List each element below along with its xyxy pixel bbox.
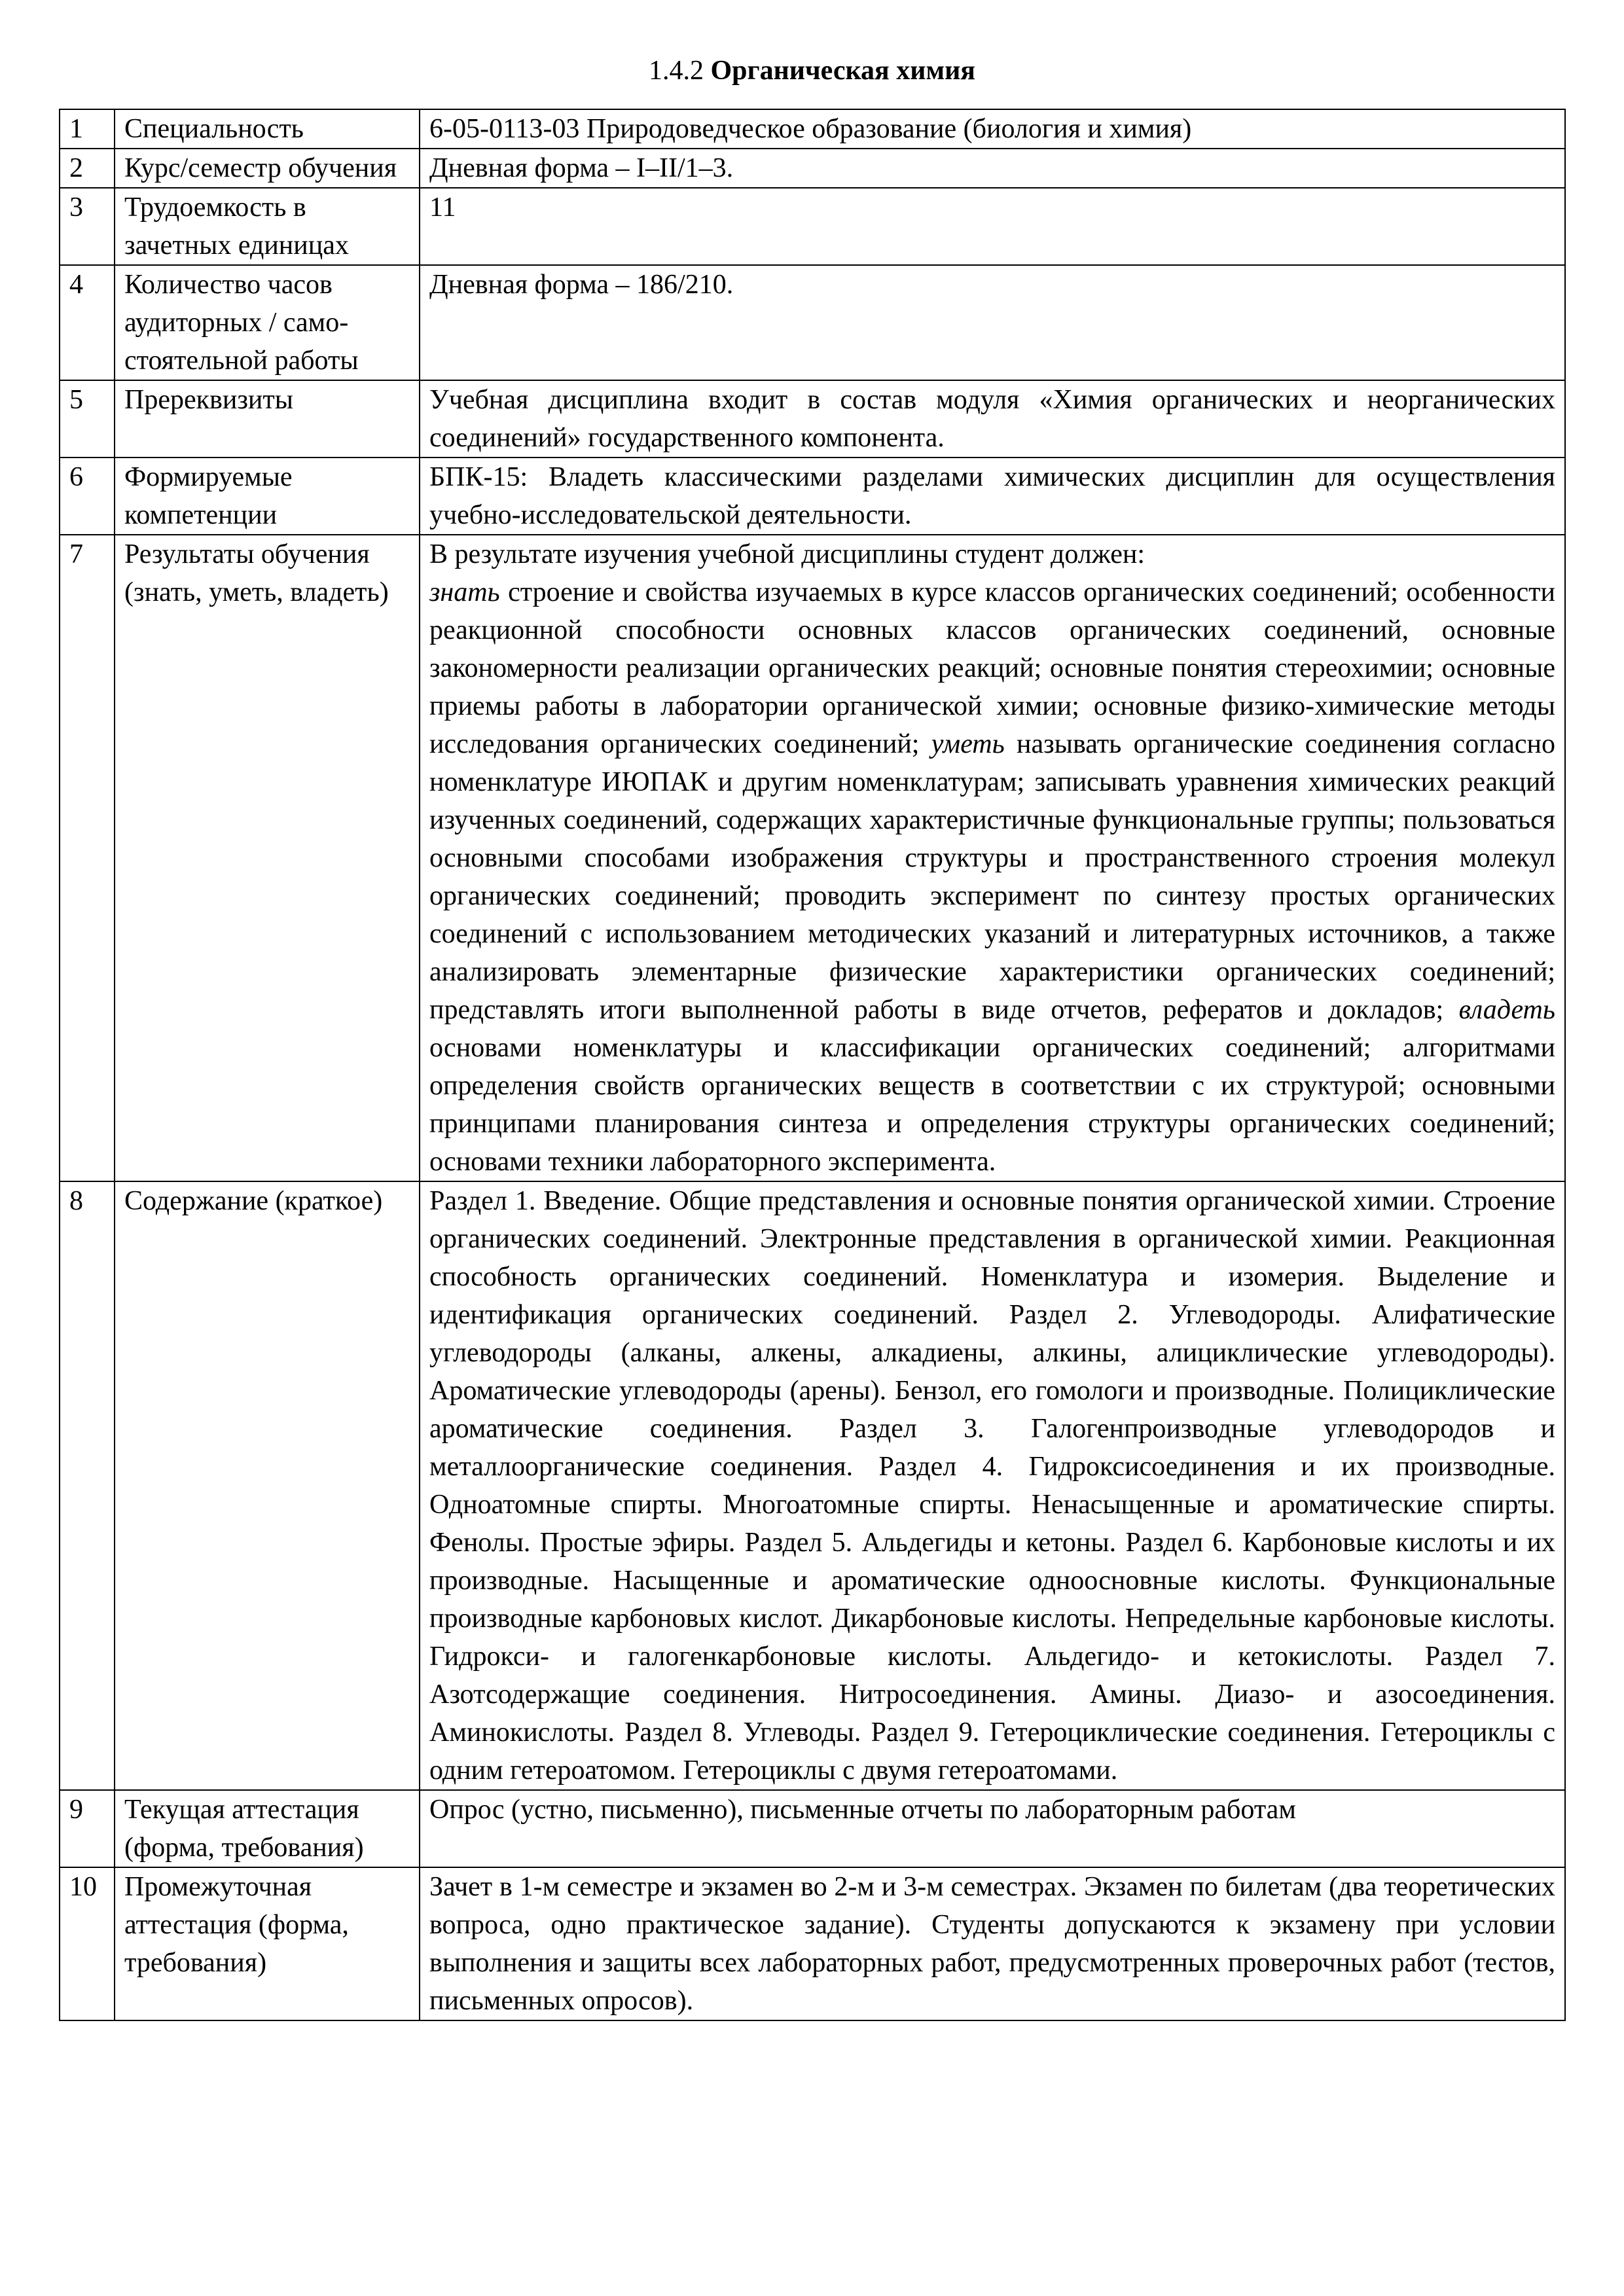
row-label: Формируемые компетенции — [115, 457, 420, 535]
know-keyword: знать — [429, 577, 500, 607]
row-value: Дневная форма – I–II/1–3. — [420, 149, 1565, 188]
table-row — [60, 149, 1565, 188]
row-label: Специальность — [115, 109, 420, 149]
row-number: 10 — [60, 1867, 115, 2020]
row-value: Раздел 1. Введение. Общие представления и основные понятия органической химии. Строение органических соединений. Электронные представления в органической химии. Реакционная способность органических соединений. Номенклатура и изомерия. Выделение и идентификация органических соединений. Раздел 2. Углеводороды. Алифатические углеводороды (алканы, алкены, алкадиены, алкины, алициклические углеводороды). Ароматические углеводороды (арены). Бензол, его гомологи и производные. Полициклические ароматические соединения. Раздел 3. Галогенпроизводные углеводородов и металлоорганические соединения. Раздел 4. Гидроксисоединения и их производные. Одноатомные спирты. Многоатомные спирты. Ненасыщенные и ароматические спирты. Фенолы. Простые эфиры. Раздел 5. Альдегиды и кетоны. Раздел 6. Карбоновые кислоты и их производные. Насыщенные и ароматические одноосновные кислоты. Функциональные производные карбоновых кислот. Дикарбоновые кислоты. Непредельные карбоновые кислоты. Гидрокси- и галогенкарбоновые кислоты. Альдегидо- и кетокислоты. Раздел 7. Азотсодержащие соединения. Нитросоединения. Амины. Диазо- и азосоединения. Аминокислоты. Раздел 8. Углеводы. Раздел 9. Гетероциклические соединения. Гетероциклы с одним гетероатомом. Гетероциклы с двумя гетероатомами. — [420, 1181, 1565, 1790]
can-text: называть органические соединения согласно номенклатуре ИЮПАК и другим номенклатурам; записывать уравнения химических реакций изученных соединений, содержащих характеристичные функциональные группы; пользоваться основными способами изображения структуры и пространственного строения молекул органических соединений; проводить эксперимент по синтезу простых органических соединений с использованием методических указаний и литературных источников, а также анализировать элементарные физические характеристики органических соединений; представлять итоги выполненной работы в виде отчетов, рефератов и докладов; — [429, 729, 1556, 1025]
row-value: 6-05-0113-03 Природоведческое образование (биология и химия) — [420, 109, 1565, 149]
row-value: Учебная дисциплина входит в состав модуля «Химия органических и неорганических соединений» государственного компонента. — [420, 380, 1565, 457]
discipline-table — [59, 109, 1566, 2021]
row-number: 8 — [60, 1181, 115, 1790]
row-number: 7 — [60, 535, 115, 1181]
own-text: основами номенклатуры и классификации органических соединений; алгоритмами определения свойств органических веществ в соответствии с их структурой; основными принципами планирования синтеза и определения структуры органических соединений; основами техники лабораторного эксперимента. — [429, 1033, 1555, 1177]
section-name: Органическая химия — [710, 56, 975, 86]
row-value: Зачет в 1-м семестре и экзамен во 2-м и 3-м семестрах. Экзамен по билетам (два теоретических вопроса, одно практическое задание). Студенты допускаются к экзамену при условии выполнения и защиты всех лабораторных работ, предусмотренных проверочных работ (тестов, письменных опросов). — [420, 1867, 1565, 2020]
row-number: 3 — [60, 188, 115, 265]
row-label: Результаты обучения (знать, уметь, владеть) — [115, 535, 420, 1181]
row-label: Пререквизиты — [115, 380, 420, 457]
page-title — [0, 51, 1624, 90]
table-row — [60, 1181, 1565, 1790]
row-label: Текущая аттестация (форма, требования) — [115, 1790, 420, 1867]
row-label: Содержание (краткое) — [115, 1181, 420, 1790]
row-number: 5 — [60, 380, 115, 457]
row-value-learning-outcomes — [420, 535, 1565, 1181]
row-number: 1 — [60, 109, 115, 149]
row-label: Количество часов аудиторных / само-стоятельной работы — [115, 265, 420, 380]
table-row — [60, 109, 1565, 149]
row-number: 9 — [60, 1790, 115, 1867]
row-number: 4 — [60, 265, 115, 380]
table-row — [60, 535, 1565, 1181]
row-label: Курс/семестр обучения — [115, 149, 420, 188]
row-number: 2 — [60, 149, 115, 188]
outcomes-intro: В результате изучения учебной дисциплины студент должен: — [429, 539, 1145, 569]
row-value: 11 — [420, 188, 1565, 265]
know-text: строение и свойства изучаемых в курсе классов органических соединений; особенности реакционной способности основных классов органических соединений, основные закономерности реализации органических реакций; основные понятия стереохимии; основные приемы работы в лаборатории органической химии; основные физико-химические методы исследования органических соединений; — [429, 577, 1555, 759]
row-label: Трудоемкость в зачетных единицах — [115, 188, 420, 265]
table-row — [60, 1867, 1565, 2020]
table-row — [60, 380, 1565, 457]
section-number: 1.4.2 — [649, 56, 704, 86]
table-row — [60, 457, 1565, 535]
row-value: БПК-15: Владеть классическими разделами химических дисциплин для осуществления учебно-исследовательской деятельности. — [420, 457, 1565, 535]
row-label: Промежуточная аттестация (форма, требования) — [115, 1867, 420, 2020]
can-keyword: уметь — [931, 729, 1005, 759]
row-value: Опрос (устно, письменно), письменные отчеты по лабораторным работам — [420, 1790, 1565, 1867]
row-number: 6 — [60, 457, 115, 535]
table-row — [60, 265, 1565, 380]
table-row — [60, 188, 1565, 265]
table-row — [60, 1790, 1565, 1867]
row-value: Дневная форма – 186/210. — [420, 265, 1565, 380]
own-keyword: владеть — [1458, 995, 1555, 1025]
